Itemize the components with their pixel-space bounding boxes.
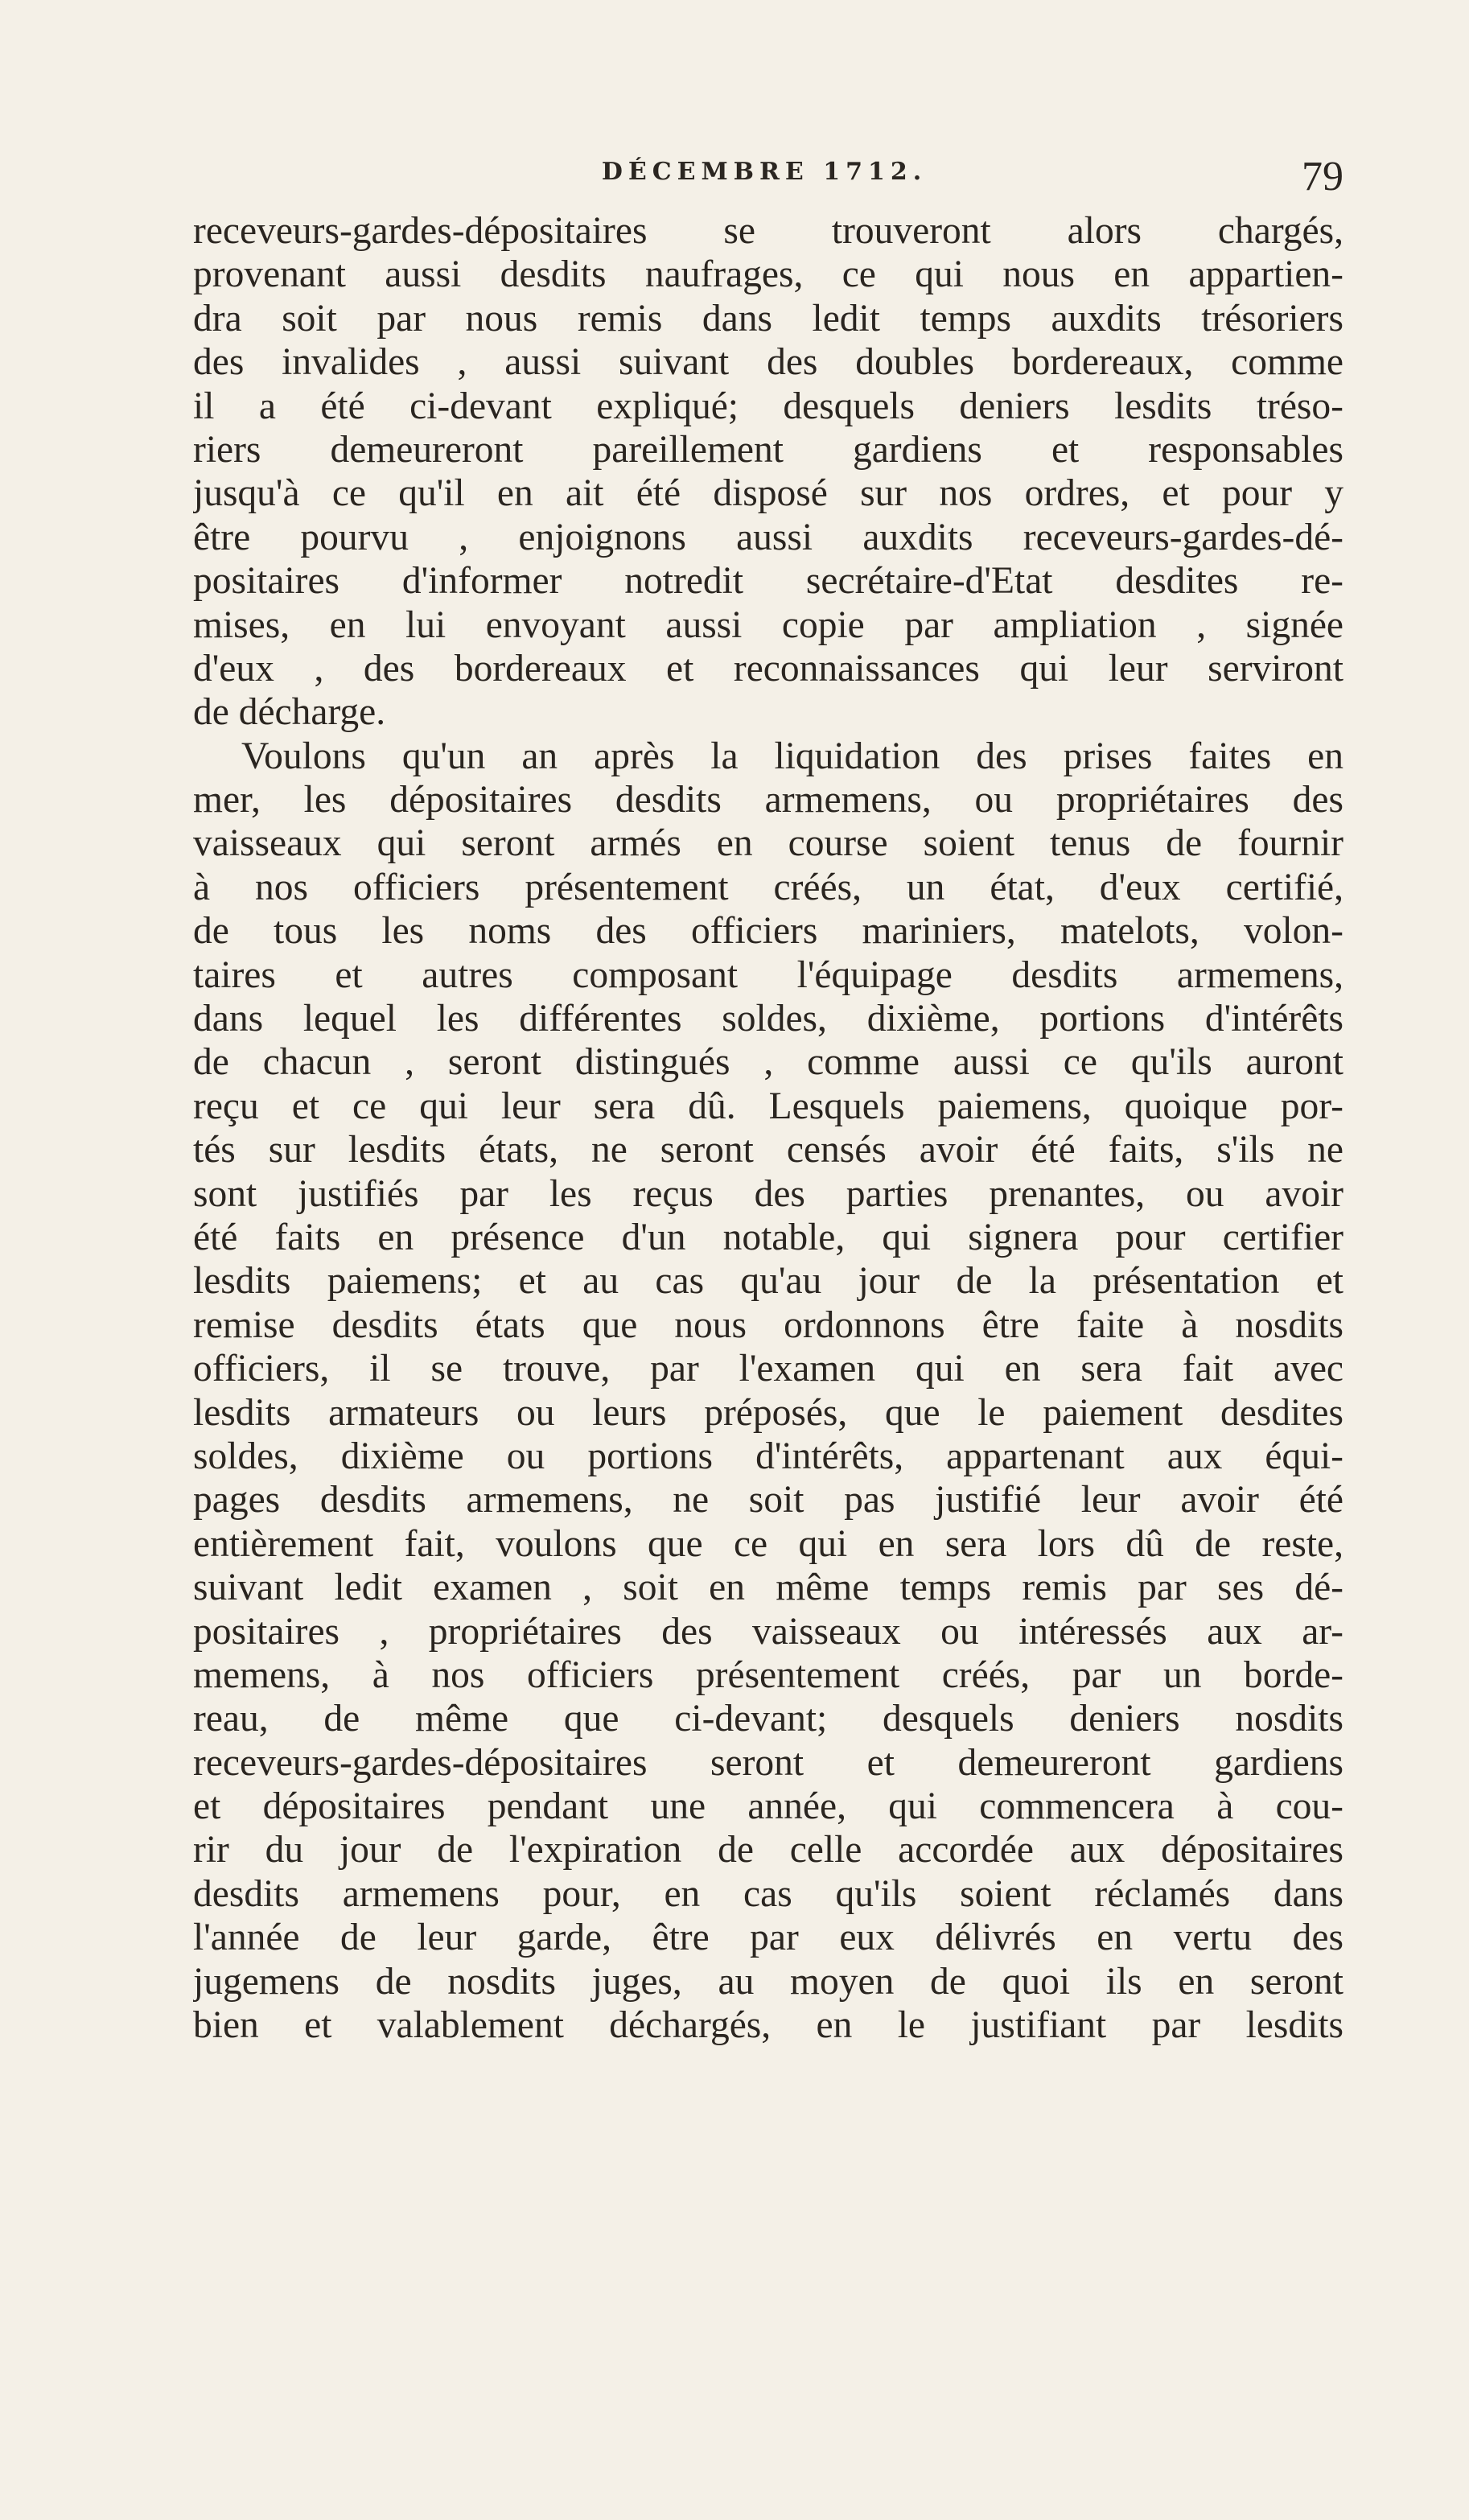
text-line: à nos officiers présentement créés, un état, d'eux certifié, xyxy=(193,866,1343,908)
text-line: positaires d'informer notredit secrétaire-d'Etat desdites re- xyxy=(193,560,1343,603)
page-number: 79 xyxy=(1302,154,1343,200)
text-line: lesdits paiemens; et au cas qu'au jour de la présentation et xyxy=(193,1260,1343,1303)
text-line: bien et valablement déchargés, en le justifiant par lesdits xyxy=(193,2004,1343,2047)
text-line: reçu et ce qui leur sera dû. Lesquels paiemens, quoique por- xyxy=(193,1085,1343,1127)
text-line: des invalides , aussi suivant des doubles bordereaux, comme xyxy=(193,341,1343,384)
text-line: officiers, il se trouve, par l'examen qui en sera fait avec xyxy=(193,1348,1343,1390)
text-line: rir du jour de l'expiration de celle accordée aux dépositaires xyxy=(193,1829,1343,1871)
text-line: de tous les noms des officiers mariniers, matelots, volon- xyxy=(193,910,1343,953)
text-line: riers demeureront pareillement gardiens et responsables xyxy=(193,428,1343,471)
text-line: tés sur lesdits états, ne seront censés avoir été faits, s'ils ne xyxy=(193,1129,1343,1171)
text-line: reau, de même que ci-devant; desquels deniers nosdits xyxy=(193,1698,1343,1740)
text-line: memens, à nos officiers présentement créés, par un borde- xyxy=(193,1653,1343,1696)
text-line: de décharge. xyxy=(193,691,386,734)
text-line: taires et autres composant l'équipage desdits armemens, xyxy=(193,953,1343,996)
text-line: Voulons qu'un an après la liquidation des prises faites en xyxy=(241,735,1343,777)
text-line: l'année de leur garde, être par eux délivrés en vertu des xyxy=(193,1917,1343,1959)
text-line: et dépositaires pendant une année, qui commencera à cou- xyxy=(193,1785,1343,1828)
text-line: mer, les dépositaires desdits armemens, ou propriétaires des xyxy=(193,779,1343,821)
text-line: mises, en lui envoyant aussi copie par ampliation , signée xyxy=(193,603,1343,646)
text-line: dans lequel les différentes soldes, dixième, portions d'intérêts xyxy=(193,998,1343,1040)
text-line: entièrement fait, voulons que ce qui en sera lors dû de reste, xyxy=(193,1522,1343,1565)
body-text xyxy=(193,209,1343,2047)
text-line: jusqu'à ce qu'il en ait été disposé sur nos ordres, et pour y xyxy=(193,472,1343,515)
text-line: été faits en présence d'un notable, qui signera pour certifier xyxy=(193,1216,1343,1258)
text-line: provenant aussi desdits naufrages, ce qui nous en appartien- xyxy=(193,253,1343,296)
text-line: receveurs-gardes-dépositaires seront et demeureront gardiens xyxy=(193,1741,1343,1784)
text-line: jugemens de nosdits juges, au moyen de quoi ils en seront xyxy=(193,1960,1343,2003)
paragraph-1 xyxy=(193,209,1343,735)
text-line: sont justifiés par les reçus des parties prenantes, ou avoir xyxy=(193,1172,1343,1215)
text-line: d'eux , des bordereaux et reconnaissances qui leur serviront xyxy=(193,647,1343,690)
text-line: remise desdits états que nous ordonnons être faite à nosdits xyxy=(193,1303,1343,1346)
text-line: vaisseaux qui seront armés en course soient tenus de fournir xyxy=(193,822,1343,865)
text-line: receveurs-gardes-dépositaires se trouveront alors chargés, xyxy=(193,210,1343,252)
text-line: lesdits armateurs ou leurs préposés, que le paiement desdites xyxy=(193,1391,1343,1434)
text-line: de chacun , seront distingués , comme aussi ce qu'ils auront xyxy=(193,1041,1343,1084)
running-title: DÉCEMBRE 1712. xyxy=(601,158,928,186)
text-line: positaires , propriétaires des vaisseaux ou intéressés aux ar- xyxy=(193,1610,1343,1653)
text-line: desdits armemens pour, en cas qu'ils soient réclamés dans xyxy=(193,1872,1343,1915)
page-header xyxy=(185,153,1343,201)
text-line: dra soit par nous remis dans ledit temps auxdits trésoriers xyxy=(193,297,1343,340)
paragraph-2 xyxy=(193,735,1343,2048)
text-line: soldes, dixième ou portions d'intérêts, appartenant aux équi- xyxy=(193,1435,1343,1477)
text-line: être pourvu , enjoignons aussi auxdits receveurs-gardes-dé- xyxy=(193,516,1343,558)
text-line: il a été ci-devant expliqué; desquels deniers lesdits tréso- xyxy=(193,385,1343,427)
text-line: pages desdits armemens, ne soit pas justifié leur avoir été xyxy=(193,1479,1343,1521)
text-line: suivant ledit examen , soit en même temps remis par ses dé- xyxy=(193,1567,1343,1609)
